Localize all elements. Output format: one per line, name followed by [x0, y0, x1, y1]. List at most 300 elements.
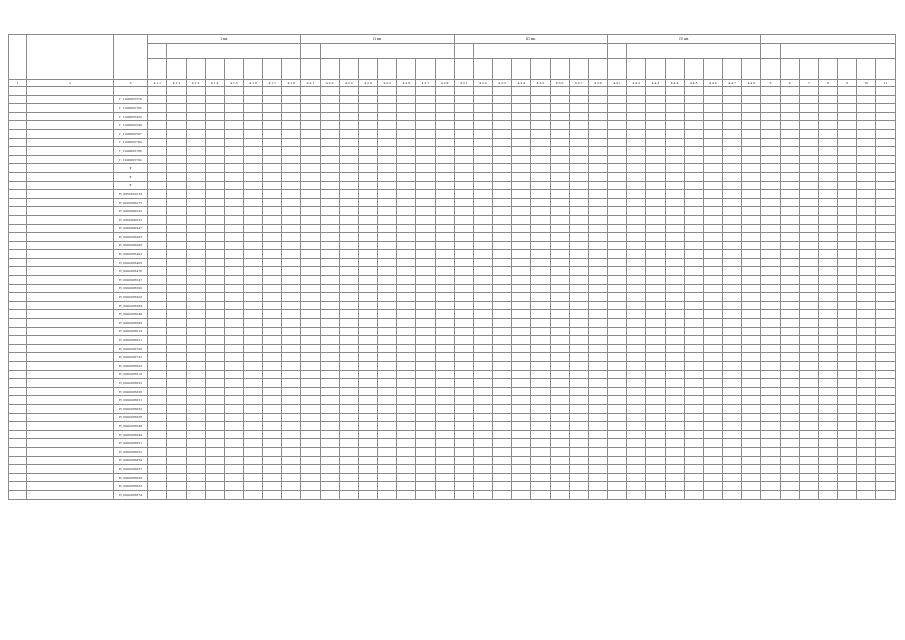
table-cell: [205, 301, 224, 310]
table-cell: [588, 404, 607, 413]
table-cell: [148, 112, 167, 121]
table-cell: [167, 104, 186, 113]
table-cell: [205, 293, 224, 302]
table-cell: [569, 250, 588, 259]
table-cell: [799, 138, 818, 147]
row-id-code: Н_0990005857: [113, 465, 147, 474]
table-cell: [186, 224, 205, 233]
table-cell: [588, 121, 607, 130]
table-cell: [818, 422, 837, 431]
table-cell: [838, 490, 857, 499]
table-cell: [780, 465, 799, 474]
table-cell: [588, 267, 607, 276]
table-cell: [378, 233, 397, 242]
table-cell: [378, 353, 397, 362]
header-col-number: 11: [876, 80, 896, 87]
row-description: [27, 319, 114, 328]
table-cell: [512, 387, 531, 396]
table-row: [9, 473, 896, 482]
table-cell: [243, 447, 262, 456]
table-cell: [301, 327, 320, 336]
table-cell: [742, 104, 761, 113]
table-cell: [531, 164, 550, 173]
table-cell: [780, 396, 799, 405]
table-cell: [263, 172, 282, 181]
table-cell: [416, 198, 435, 207]
table-cell: [435, 370, 454, 379]
table-cell: [838, 319, 857, 328]
table-cell: [703, 319, 722, 328]
header-col-number: 4.3.8: [588, 80, 607, 87]
table-cell: [857, 336, 876, 345]
table-cell: [282, 241, 301, 250]
table-cell: [818, 129, 837, 138]
table-cell: [148, 387, 167, 396]
table-cell: [608, 387, 627, 396]
table-cell: [742, 370, 761, 379]
table-row: [9, 172, 896, 181]
table-cell: [473, 422, 492, 431]
table-cell: [378, 430, 397, 439]
table-row: [9, 370, 896, 379]
table-cell: [243, 224, 262, 233]
table-cell: [205, 258, 224, 267]
table-row: [9, 490, 896, 499]
table-cell: [627, 276, 646, 285]
table-cell: [243, 387, 262, 396]
table-cell: [742, 387, 761, 396]
table-cell: [473, 215, 492, 224]
table-cell: [473, 198, 492, 207]
table-cell: [148, 164, 167, 173]
table-cell: [665, 422, 684, 431]
table-cell: [627, 362, 646, 371]
row-number: [9, 121, 27, 130]
header-col-caption: [282, 59, 301, 80]
table-cell: [761, 241, 780, 250]
table-cell: [493, 490, 512, 499]
table-cell: [742, 164, 761, 173]
table-cell: [646, 284, 665, 293]
table-cell: [627, 215, 646, 224]
table-cell: [857, 172, 876, 181]
table-cell: [205, 104, 224, 113]
table-cell: [148, 224, 167, 233]
table-cell: [148, 327, 167, 336]
table-cell: [569, 293, 588, 302]
table-cell: [282, 482, 301, 491]
table-cell: [493, 344, 512, 353]
table-cell: [454, 172, 473, 181]
table-cell: [416, 447, 435, 456]
table-cell: [397, 129, 416, 138]
table-cell: [531, 310, 550, 319]
table-cell: [569, 224, 588, 233]
row-id-code: Н_0000005275: [113, 198, 147, 207]
table-cell: [742, 190, 761, 199]
table-cell: [761, 362, 780, 371]
table-cell: [646, 121, 665, 130]
header-sub-before-q2: [301, 44, 320, 59]
table-cell: [378, 138, 397, 147]
table-cell: [512, 456, 531, 465]
table-cell: [224, 379, 243, 388]
header-col-caption: [416, 59, 435, 80]
table-cell: [282, 172, 301, 181]
row-number: [9, 396, 27, 405]
table-cell: [320, 362, 339, 371]
table-cell: [263, 456, 282, 465]
header-col-caption: [512, 59, 531, 80]
table-cell: [627, 353, 646, 362]
table-cell: [780, 241, 799, 250]
table-cell: [569, 129, 588, 138]
table-cell: [224, 95, 243, 104]
table-cell: [588, 379, 607, 388]
table-cell: [263, 250, 282, 259]
table-cell: [205, 447, 224, 456]
table-cell: [301, 447, 320, 456]
table-cell: [512, 215, 531, 224]
table-cell: [588, 198, 607, 207]
table-cell: [454, 353, 473, 362]
table-cell: [282, 473, 301, 482]
table-cell: [818, 276, 837, 285]
table-cell: [282, 344, 301, 353]
table-cell: [224, 104, 243, 113]
table-cell: [416, 250, 435, 259]
table-cell: [703, 258, 722, 267]
table-cell: [799, 207, 818, 216]
row-description: [27, 387, 114, 396]
table-cell: [799, 439, 818, 448]
table-cell: [569, 362, 588, 371]
table-cell: [550, 353, 569, 362]
row-id-code: Н_0990005723: [113, 353, 147, 362]
table-cell: [608, 241, 627, 250]
table-cell: [282, 164, 301, 173]
table-cell: [263, 362, 282, 371]
table-cell: [205, 413, 224, 422]
table-cell: [339, 439, 358, 448]
table-cell: [588, 396, 607, 405]
row-description: [27, 258, 114, 267]
table-cell: [876, 284, 896, 293]
table-cell: [761, 353, 780, 362]
table-cell: [627, 422, 646, 431]
table-cell: [761, 121, 780, 130]
table-cell: [512, 95, 531, 104]
table-cell: [320, 430, 339, 439]
table-cell: [339, 147, 358, 156]
table-cell: [224, 404, 243, 413]
table-cell: [186, 121, 205, 130]
row-id-code: Г_1000600567: [113, 129, 147, 138]
table-cell: [512, 404, 531, 413]
table-cell: [531, 155, 550, 164]
table-cell: [243, 190, 262, 199]
table-cell: [876, 439, 896, 448]
table-cell: [780, 155, 799, 164]
table-cell: [857, 258, 876, 267]
table-cell: [742, 250, 761, 259]
table-cell: [838, 198, 857, 207]
table-cell: [339, 155, 358, 164]
table-cell: [684, 147, 703, 156]
table-cell: [857, 95, 876, 104]
table-cell: [512, 353, 531, 362]
table-cell: [608, 95, 627, 104]
table-cell: [320, 473, 339, 482]
table-cell: [397, 267, 416, 276]
table-cell: [282, 327, 301, 336]
table-cell: [761, 129, 780, 138]
table-cell: [723, 353, 742, 362]
table-cell: [416, 413, 435, 422]
row-id-code: Н_0990005831: [113, 396, 147, 405]
table-cell: [608, 413, 627, 422]
header-col-number: 7: [799, 80, 818, 87]
table-cell: [684, 379, 703, 388]
table-cell: [761, 276, 780, 285]
table-cell: [588, 155, 607, 164]
table-cell: [742, 181, 761, 190]
table-cell: [205, 404, 224, 413]
table-cell: [627, 284, 646, 293]
table-cell: [435, 215, 454, 224]
table-cell: [588, 129, 607, 138]
table-cell: [646, 456, 665, 465]
table-cell: [550, 310, 569, 319]
table-cell: [397, 276, 416, 285]
table-cell: [569, 336, 588, 345]
table-cell: [167, 379, 186, 388]
table-cell: [339, 482, 358, 491]
table-cell: [780, 181, 799, 190]
table-cell: [665, 224, 684, 233]
table-cell: [493, 456, 512, 465]
table-cell: [665, 482, 684, 491]
table-cell: [358, 473, 377, 482]
table-cell: [186, 362, 205, 371]
table-cell: [569, 430, 588, 439]
table-cell: [454, 267, 473, 276]
table-cell: [282, 370, 301, 379]
table-cell: [703, 430, 722, 439]
row-number: [9, 155, 27, 164]
table-cell: [838, 447, 857, 456]
table-cell: [243, 293, 262, 302]
row-id-code: Г_1000605782: [113, 104, 147, 113]
table-cell: [416, 362, 435, 371]
table-cell: [608, 207, 627, 216]
table-cell: [799, 172, 818, 181]
table-cell: [608, 404, 627, 413]
table-cell: [397, 490, 416, 499]
table-cell: [780, 172, 799, 181]
table-cell: [320, 250, 339, 259]
table-cell: [148, 87, 167, 96]
table-cell: [493, 301, 512, 310]
table-cell: [473, 276, 492, 285]
table-cell: [358, 224, 377, 233]
table-cell: [857, 87, 876, 96]
table-cell: [301, 396, 320, 405]
table-cell: [512, 276, 531, 285]
table-cell: [186, 284, 205, 293]
header-col-number: 4.1.2: [167, 80, 186, 87]
table-cell: [588, 439, 607, 448]
row-description: [27, 233, 114, 242]
table-cell: [243, 172, 262, 181]
table-cell: [243, 87, 262, 96]
header-col-number: 4.4.2: [627, 80, 646, 87]
table-cell: [301, 379, 320, 388]
table-cell: [646, 276, 665, 285]
table-cell: [569, 267, 588, 276]
table-cell: [186, 370, 205, 379]
table-cell: [282, 267, 301, 276]
table-cell: [627, 129, 646, 138]
table-cell: [435, 190, 454, 199]
table-cell: [569, 422, 588, 431]
table-cell: [818, 310, 837, 319]
table-cell: [818, 250, 837, 259]
table-cell: [339, 224, 358, 233]
table-cell: [742, 198, 761, 207]
table-cell: [282, 396, 301, 405]
table-cell: [531, 430, 550, 439]
table-cell: [818, 155, 837, 164]
table-cell: [339, 241, 358, 250]
table-cell: [301, 190, 320, 199]
header-sub-before-q1: [148, 44, 167, 59]
table-cell: [876, 301, 896, 310]
table-cell: [608, 121, 627, 130]
table-cell: [818, 164, 837, 173]
table-cell: [531, 439, 550, 448]
table-cell: [205, 370, 224, 379]
table-cell: [703, 276, 722, 285]
table-cell: [780, 482, 799, 491]
table-row: [9, 336, 896, 345]
table-cell: [550, 413, 569, 422]
table-cell: [167, 319, 186, 328]
table-cell: [358, 87, 377, 96]
table-row: [9, 293, 896, 302]
table-cell: [397, 181, 416, 190]
table-cell: [186, 430, 205, 439]
header-col-number: 4.2.4: [358, 80, 377, 87]
table-cell: [416, 207, 435, 216]
row-number: [9, 198, 27, 207]
table-cell: [761, 215, 780, 224]
table-cell: [838, 121, 857, 130]
table-cell: [320, 379, 339, 388]
table-cell: [723, 121, 742, 130]
table-cell: [838, 95, 857, 104]
table-cell: [397, 370, 416, 379]
table-cell: [723, 396, 742, 405]
table-cell: [627, 198, 646, 207]
row-id-code: Н_0990005835: [113, 413, 147, 422]
table-row: [9, 233, 896, 242]
table-cell: [454, 147, 473, 156]
table-cell: [473, 465, 492, 474]
table-cell: [416, 181, 435, 190]
table-cell: [205, 465, 224, 474]
table-cell: [857, 121, 876, 130]
table-cell: [608, 344, 627, 353]
table-cell: [569, 319, 588, 328]
table-cell: [627, 370, 646, 379]
table-cell: [358, 284, 377, 293]
table-cell: [723, 490, 742, 499]
table-cell: [397, 104, 416, 113]
table-cell: [167, 215, 186, 224]
table-cell: [608, 155, 627, 164]
header-col-number: 4.3.3: [493, 80, 512, 87]
table-cell: [646, 129, 665, 138]
table-cell: [838, 404, 857, 413]
table-cell: [608, 362, 627, 371]
table-cell: [320, 439, 339, 448]
table-cell: [339, 353, 358, 362]
table-cell: [454, 138, 473, 147]
table-cell: [512, 164, 531, 173]
table-cell: [358, 465, 377, 474]
table-cell: [646, 241, 665, 250]
table-cell: [454, 396, 473, 405]
table-cell: [780, 456, 799, 465]
table-cell: [148, 396, 167, 405]
table-cell: [435, 447, 454, 456]
table-cell: [301, 293, 320, 302]
row-id-code: Н_0990005863: [113, 482, 147, 491]
row-id-code: Н_0990005851: [113, 439, 147, 448]
table-cell: [838, 370, 857, 379]
table-cell: [818, 112, 837, 121]
table-cell: [799, 104, 818, 113]
table-cell: [512, 233, 531, 242]
table-row: [9, 224, 896, 233]
table-cell: [186, 413, 205, 422]
table-cell: [435, 465, 454, 474]
table-cell: [703, 447, 722, 456]
table-cell: [665, 473, 684, 482]
table-cell: [224, 336, 243, 345]
table-cell: [665, 370, 684, 379]
table-cell: [818, 327, 837, 336]
table-cell: [838, 104, 857, 113]
table-cell: [320, 422, 339, 431]
table-cell: [167, 344, 186, 353]
table-cell: [723, 482, 742, 491]
table-cell: [493, 224, 512, 233]
investment-program-table: [8, 34, 896, 500]
table-cell: [838, 250, 857, 259]
table-cell: [550, 147, 569, 156]
table-cell: [282, 95, 301, 104]
table-cell: [493, 379, 512, 388]
table-cell: [358, 387, 377, 396]
table-cell: [243, 233, 262, 242]
table-cell: [243, 284, 262, 293]
table-cell: [454, 215, 473, 224]
table-cell: [588, 430, 607, 439]
table-cell: [684, 284, 703, 293]
table-cell: [742, 327, 761, 336]
